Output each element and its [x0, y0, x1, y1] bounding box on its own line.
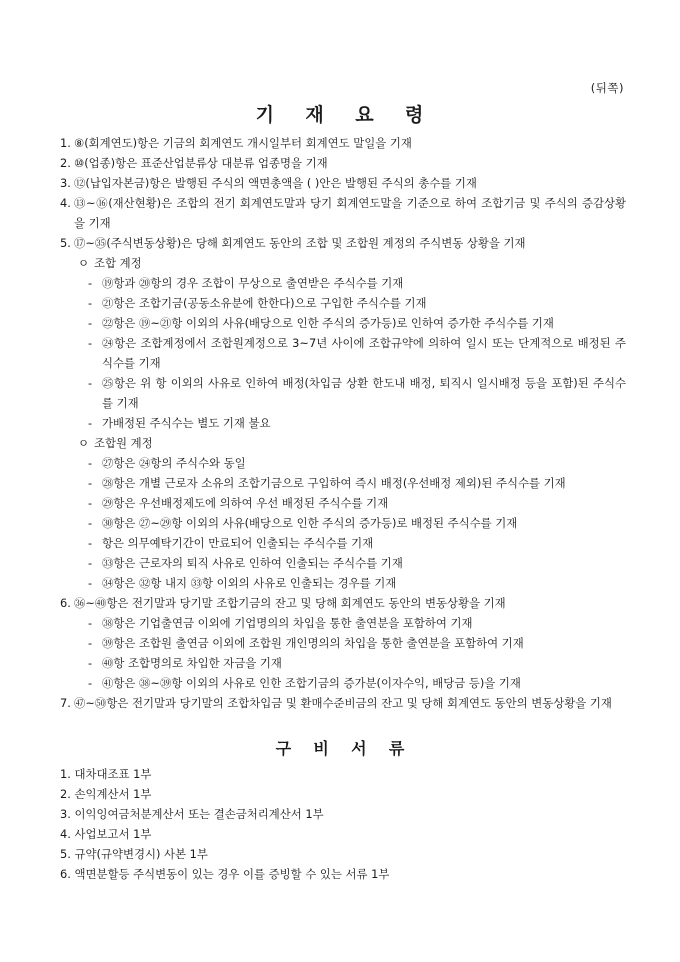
required-documents-list — [60, 764, 626, 884]
union-account-item: - 가배정된 주식수는 별도 기재 불요 — [88, 416, 271, 430]
union-account-item: - ㉒항은 ⑲~㉑항 이외의 사유(배당으로 인한 주식의 증가등)로 인하여 증가한 주식수를 기재 — [88, 316, 554, 330]
instruction-item-6: 6. ㊱~㊵항은 전기말과 당기말 조합기금의 잔고 및 당해 회계연도 동안의 변동상황을 기재 — [60, 596, 506, 610]
back-side-label: (뒤쪽) — [590, 81, 624, 95]
fund-item: - ㊶항은 ㊳~㊴항 이외의 사유로 인한 조합기금의 증가분(이자수익, 배당금 등)을 기재 — [88, 676, 521, 690]
circle-bullet-icon: ㅇ — [78, 436, 90, 450]
member-account-item: - ㉗항은 ㉔항의 주식수와 동일 — [88, 456, 246, 470]
member-account-item: - ㉝항은 근로자의 퇴직 사유로 인하여 인출되는 주식수를 기재 — [88, 556, 403, 570]
instructions-title: 기 재 요 령 — [255, 104, 425, 126]
instruction-item-3: 3. ⑫(납입자본금)항은 발행된 주식의 액면총액을 ( )안은 발행된 주식의 총수를 기재 — [60, 176, 477, 190]
fund-item: - ㊳항은 기업출연금 이외에 기업명의의 차입을 통한 출연분을 포함하여 기재 — [88, 616, 473, 630]
member-account-item: - ㉞항은 ㉜항 내지 ㉝항 이외의 사유로 인출되는 경우를 기재 — [88, 576, 397, 590]
union-account-item: - ㉔항은 조합계정에서 조합원계정으로 3~7년 사이에 조합규약에 의하여 일시 또는 단계적으로 배정된 주식수를 기재 — [88, 336, 626, 370]
member-account-item: - ㉘항은 개별 근로자 소유의 조합기금으로 구입하여 즉시 배정(우선배정 제외)된 주식수를 기재 — [88, 476, 566, 490]
instruction-item-4: 4. ⑬~⑯(재산현황)은 조합의 전기 회계연도말과 당기 회계연도말을 기준으로 하여 조합기금 및 주식의 증감상황을 기재 — [60, 196, 626, 230]
instruction-item-7: 7. ㊼~㊿항은 전기말과 당기말의 조합차입금 및 환매수준비금의 잔고 및 당해 회계연도 동안의 변동상황을 기재 — [60, 696, 612, 710]
instruction-item-5: 5. ⑰~㉟(주식변동상황)은 당해 회계연도 동안의 조합 및 조합원 계정의 주식변동 상황을 기재 — [60, 236, 526, 250]
union-account-heading: ㅇ 조합 계정 — [78, 253, 626, 273]
instruction-item-2: 2. ⑩(업종)항은 표준산업분류상 대분류 업종명을 기재 — [60, 156, 328, 170]
document-item: 6. 액면분할등 주식변동이 있는 경우 이를 증빙할 수 있는 서류 1부 — [60, 867, 390, 881]
member-account-item: - ㉚항은 ㉗~㉙항 이외의 사유(배당으로 인한 주식의 증가등)로 배정된 주식수를 기재 — [88, 516, 518, 530]
member-account-heading: ㅇ 조합원 계정 — [78, 433, 626, 453]
circle-bullet-icon: ㅇ — [78, 256, 90, 270]
documents-title: 구 비 서 류 — [275, 739, 405, 758]
document-item: 5. 규약(규약변경시) 사본 1부 — [60, 847, 208, 861]
union-account-item: - ㉕항은 위 항 이외의 사유로 인하여 배정(차입금 상환 한도내 배정, 퇴직시 일시배정 등을 포함)된 주식수를 기재 — [88, 376, 626, 410]
union-account-item: - ㉑항은 조합기금(공동소유분에 한한다)으로 구입한 주식수를 기재 — [88, 296, 427, 310]
fund-item: - ㊵항 조합명의로 차입한 자금을 기재 — [88, 656, 282, 670]
member-account-item: - 항은 의무예탁기간이 만료되어 인출되는 주식수를 기재 — [88, 536, 374, 550]
document-item: 4. 사업보고서 1부 — [60, 827, 152, 841]
instructions-list — [60, 133, 626, 713]
member-account-item: - ㉙항은 우선배정제도에 의하여 우선 배정된 주식수를 기재 — [88, 496, 389, 510]
document-item: 3. 이익잉여금처분계산서 또는 결손금처리계산서 1부 — [60, 807, 324, 821]
document-item: 1. 대차대조표 1부 — [60, 767, 152, 781]
fund-item: - ㊴항은 조합원 출연금 이외에 조합원 개인명의의 차입을 통한 출연분을 포함하여 기재 — [88, 636, 524, 650]
document-item: 2. 손익계산서 1부 — [60, 787, 152, 801]
instruction-item-1: 1. ⑧(회계연도)항은 기금의 회계연도 개시일부터 회계연도 말일을 기재 — [60, 136, 412, 150]
union-account-item: - ⑲항과 ⑳항의 경우 조합이 무상으로 출연받은 주식수를 기재 — [88, 276, 404, 290]
